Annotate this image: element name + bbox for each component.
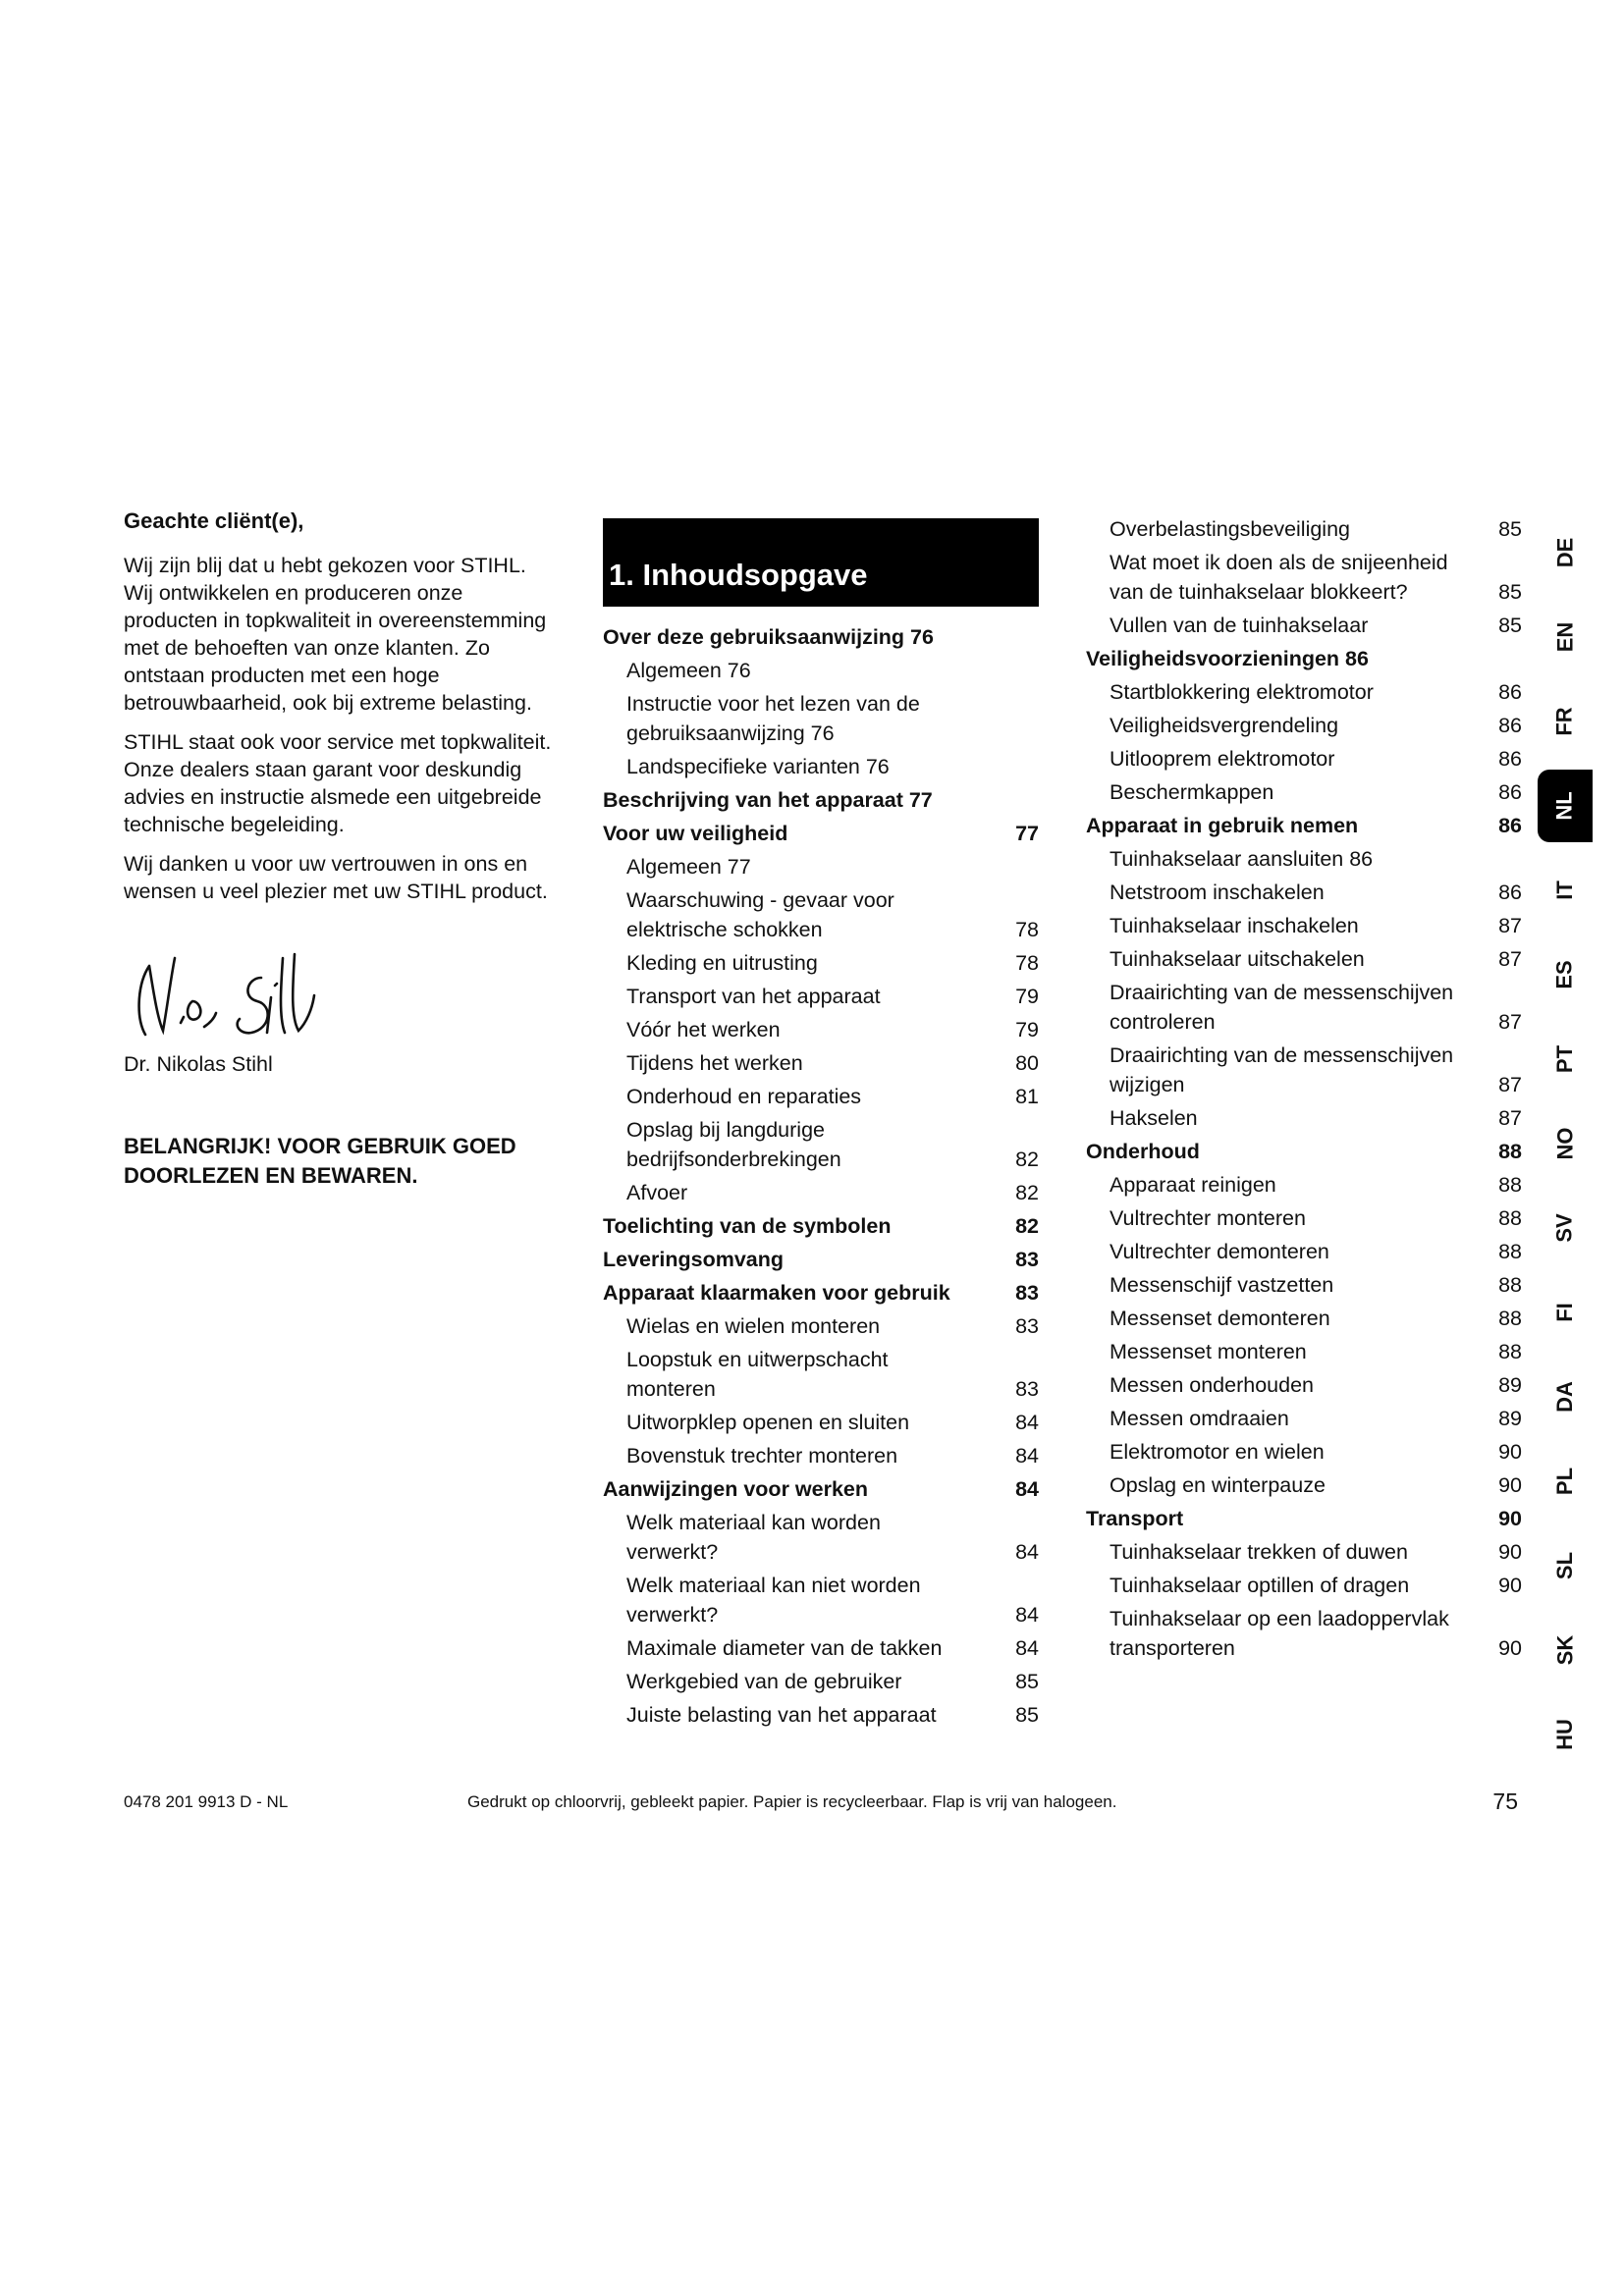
- toc-entry-page: 89: [1498, 1373, 1522, 1397]
- toc-entry-title: Juiste belasting van het apparaat: [626, 1703, 937, 1727]
- toc-entry-page: 84: [1015, 1444, 1039, 1468]
- toc-entry-page: 77: [1015, 822, 1039, 845]
- toc-entry-title: Loopstuk en uitwerpschacht monteren: [626, 1348, 889, 1401]
- toc-entry: [1086, 744, 1522, 774]
- toc-entry-title: Messenschijf vastzetten: [1110, 1273, 1334, 1297]
- toc-entry-title: Werkgebied van de gebruiker: [626, 1670, 902, 1693]
- toc-entry-title: Tuinhakselaar inschakelen: [1110, 914, 1359, 937]
- toc-entry: [1086, 1041, 1522, 1099]
- toc-title: 1. Inhoudsopgave: [609, 558, 868, 592]
- toc-entry-title: Netstroom inschakelen: [1110, 881, 1325, 904]
- language-tab-it: [1538, 854, 1593, 927]
- toc-entry-title: Over deze gebruiksaanwijzing 76: [603, 625, 934, 649]
- toc-entry-page: 82: [1015, 1181, 1039, 1204]
- toc-entry-page: 87: [1498, 1010, 1522, 1034]
- toc-entry-title: Messenset monteren: [1110, 1340, 1307, 1363]
- toc-entry: [603, 622, 1039, 652]
- toc-entry-page: 86: [1498, 747, 1522, 771]
- letter-paragraph: STIHL staat ook voor service met topkwaliteit. Onze dealers staan garant voor deskundig advies en instructie alsmede een uitgebreide technische begeleiding.: [124, 730, 552, 836]
- language-tab-label: SK: [1552, 1634, 1577, 1666]
- toc-entry: [603, 1211, 1039, 1241]
- toc-entry-title: Voor uw veiligheid: [603, 822, 788, 845]
- language-tab-label: DE: [1552, 537, 1577, 568]
- toc-entry-title: Welk materiaal kan niet worden verwerkt?: [626, 1574, 921, 1627]
- toc-entry-page: 90: [1498, 1440, 1522, 1464]
- language-tab-label: NO: [1552, 1127, 1577, 1160]
- toc-entry-page: 89: [1498, 1407, 1522, 1430]
- language-tab-label: ES: [1551, 960, 1577, 989]
- language-tab-nl: [1538, 770, 1593, 842]
- toc-entry: [1086, 777, 1522, 807]
- toc-entry-title: Tijdens het werken: [626, 1051, 803, 1075]
- letter-greeting: Geachte cliënt(e),: [124, 508, 304, 533]
- toc-entry-title: Messen omdraaien: [1110, 1407, 1289, 1430]
- toc-entry-page: 84: [1015, 1603, 1039, 1627]
- toc-entry-title: Uitworpklep openen en sluiten: [626, 1411, 910, 1434]
- toc-entry-page: 90: [1498, 1574, 1522, 1597]
- toc-entry-page: 87: [1498, 914, 1522, 937]
- toc-column-2: [1086, 514, 1522, 1667]
- toc-entry: [603, 982, 1039, 1011]
- toc-entry-title: Kleding en uitrusting: [626, 951, 818, 975]
- language-tab-label: FR: [1551, 707, 1577, 736]
- toc-entry: [603, 1278, 1039, 1308]
- toc-entry: [1086, 1437, 1522, 1467]
- toc-entry-title: Vultrechter demonteren: [1110, 1240, 1329, 1263]
- toc-entry: [603, 1245, 1039, 1274]
- toc-entry-title: Tuinhakselaar trekken of duwen: [1110, 1540, 1408, 1564]
- toc-entry: [603, 852, 1039, 881]
- toc-entry-page: 80: [1015, 1051, 1039, 1075]
- toc-entry-page: 86: [1498, 680, 1522, 704]
- toc-entry: [1086, 1537, 1522, 1567]
- toc-entry-page: 88: [1498, 1140, 1522, 1163]
- toc-entry: [603, 948, 1039, 978]
- toc-entry-title: Veiligheidsvergrendeling: [1110, 714, 1339, 737]
- toc-entry-page: 84: [1015, 1477, 1039, 1501]
- page-number: 75: [1492, 1789, 1518, 1814]
- toc-entry: [603, 1441, 1039, 1470]
- toc-entry: [1086, 1237, 1522, 1266]
- language-tabs: [1538, 510, 1593, 1777]
- toc-entry: [603, 1667, 1039, 1696]
- toc-entry-page: 84: [1015, 1540, 1039, 1564]
- toc-entry-title: Veiligheidsvoorzieningen 86: [1086, 647, 1369, 670]
- toc-list-1: [603, 622, 1039, 1730]
- toc-entry-title: Transport: [1086, 1507, 1184, 1530]
- toc-entry-title: Beschrijving van het apparaat 77: [603, 788, 933, 812]
- toc-entry-title: Maximale diameter van de takken: [626, 1636, 943, 1660]
- toc-entry: [1086, 548, 1522, 607]
- welcome-letter: [124, 508, 556, 1191]
- paper-note: Gedrukt op chloorvrij, gebleekt papier. Papier is recycleerbaar. Flap is vrij van halogeen.: [467, 1792, 1117, 1811]
- toc-entry-page: 87: [1498, 1073, 1522, 1096]
- letter-paragraph: Wij zijn blij dat u hebt gekozen voor STIHL. Wij ontwikkelen en produceren onze producten in topkwaliteit in overeenstemming met de behoeften van onze klanten. Zo ontstaan producten met een hoge betrouwbaarheid, ook bij extreme belasting.: [124, 554, 547, 715]
- language-tab-es: [1538, 938, 1593, 1011]
- toc-entry: [603, 1178, 1039, 1207]
- toc-entry-title: Draairichting van de messenschijven wijzigen: [1110, 1043, 1454, 1096]
- toc-entry: [1086, 1404, 1522, 1433]
- toc-entry: [603, 1571, 1039, 1629]
- toc-entry: [603, 1048, 1039, 1078]
- language-tab-sv: [1538, 1192, 1593, 1264]
- toc-entry-title: Opslag en winterpauze: [1110, 1473, 1326, 1497]
- toc-entry-title: Apparaat klaarmaken voor gebruik: [603, 1281, 950, 1305]
- toc-entry-title: Messen onderhouden: [1110, 1373, 1314, 1397]
- language-tab-no: [1538, 1107, 1593, 1180]
- toc-entry: [1086, 978, 1522, 1037]
- toc-entry: [603, 819, 1039, 848]
- toc-entry: [603, 1700, 1039, 1730]
- toc-entry-page: 90: [1498, 1507, 1522, 1530]
- language-tab-label: IT: [1552, 881, 1577, 900]
- toc-entry-page: 79: [1015, 1018, 1039, 1041]
- toc-entry: [1086, 1504, 1522, 1533]
- language-tab-label: PL: [1552, 1467, 1577, 1496]
- toc-entry-page: 78: [1015, 951, 1039, 975]
- toc-entry-title: Onderhoud: [1086, 1140, 1200, 1163]
- toc-entry-title: Messenset demonteren: [1110, 1307, 1330, 1330]
- language-tab-label: SL: [1552, 1551, 1577, 1580]
- toc-entry: [603, 1474, 1039, 1504]
- toc-column-1: [603, 518, 1039, 1734]
- toc-entry: [1086, 1571, 1522, 1600]
- language-tab-pt: [1538, 1023, 1593, 1095]
- toc-entry-page: 86: [1498, 814, 1522, 837]
- toc-entry-title: Tuinhakselaar optillen of dragen: [1110, 1574, 1410, 1597]
- toc-entry: [603, 1115, 1039, 1174]
- toc-entry: [603, 885, 1039, 944]
- toc-entry-page: 85: [1498, 614, 1522, 637]
- language-tab-fi: [1538, 1276, 1593, 1349]
- toc-entry: [1086, 1470, 1522, 1500]
- toc-entry: [1086, 878, 1522, 907]
- toc-entry-page: 88: [1498, 1273, 1522, 1297]
- toc-entry: [1086, 1203, 1522, 1233]
- important-notice: BELANGRIJK! VOOR GEBRUIK GOED DOORLEZEN EN BEWAREN.: [124, 1134, 516, 1188]
- toc-entry-title: Algemeen 77: [626, 855, 751, 879]
- toc-entry: [603, 1508, 1039, 1567]
- language-tab-pl: [1538, 1445, 1593, 1518]
- toc-entry-title: Wat moet ik doen als de snijeenheid van de tuinhakselaar blokkeert?: [1110, 551, 1448, 604]
- language-tab-hu: [1538, 1698, 1593, 1771]
- toc-entry-page: 87: [1498, 947, 1522, 971]
- toc-entry-page: 88: [1498, 1340, 1522, 1363]
- toc-entry-title: Vóór het werken: [626, 1018, 781, 1041]
- toc-entry-page: 86: [1498, 714, 1522, 737]
- toc-entry: [603, 656, 1039, 685]
- toc-entry: [603, 1015, 1039, 1044]
- toc-entry-page: 87: [1498, 1106, 1522, 1130]
- toc-entry: [1086, 1270, 1522, 1300]
- toc-entry-title: Onderhoud en reparaties: [626, 1085, 862, 1108]
- toc-entry: [1086, 1370, 1522, 1400]
- toc-entry-page: 84: [1015, 1636, 1039, 1660]
- language-tab-label: HU: [1552, 1719, 1577, 1750]
- toc-entry-title: Apparaat reinigen: [1110, 1173, 1276, 1197]
- language-tab-da: [1538, 1361, 1593, 1433]
- toc-entry-page: 83: [1015, 1248, 1039, 1271]
- toc-entry-page: 81: [1015, 1085, 1039, 1108]
- toc-entry-page: 90: [1498, 1473, 1522, 1497]
- language-tab-de: [1538, 516, 1593, 589]
- toc-entry-page: 88: [1498, 1240, 1522, 1263]
- toc-entry-title: Vultrechter monteren: [1110, 1206, 1306, 1230]
- toc-entry-title: Afvoer: [626, 1181, 688, 1204]
- toc-entry-page: 82: [1015, 1148, 1039, 1171]
- letter-paragraph: Wij danken u voor uw vertrouwen in ons en wensen u veel plezier met uw STIHL product.: [124, 852, 548, 903]
- language-tab-label: DA: [1552, 1381, 1577, 1413]
- toc-entry-page: 85: [1498, 580, 1522, 604]
- toc-entry-title: Tuinhakselaar op een laadoppervlak transporteren: [1110, 1607, 1449, 1660]
- toc-entry-page: 83: [1015, 1314, 1039, 1338]
- toc-entry-title: Tuinhakselaar uitschakelen: [1110, 947, 1365, 971]
- toc-entry-title: Uitlooprem elektromotor: [1110, 747, 1335, 771]
- toc-entry-page: 85: [1015, 1670, 1039, 1693]
- toc-entry: [603, 1311, 1039, 1341]
- toc-entry-title: Aanwijzingen voor werken: [603, 1477, 868, 1501]
- toc-entry-title: Instructie voor het lezen van de gebruiksaanwijzing 76: [626, 692, 920, 745]
- toc-entry: [603, 689, 1039, 748]
- toc-entry-title: Waarschuwing - gevaar voor elektrische schokken: [626, 888, 894, 941]
- toc-entry-title: Wielas en wielen monteren: [626, 1314, 881, 1338]
- document-code: 0478 201 9913 D - NL: [124, 1792, 289, 1811]
- toc-entry-page: 79: [1015, 985, 1039, 1008]
- toc-entry: [1086, 1170, 1522, 1200]
- language-tab-label: PT: [1552, 1044, 1577, 1074]
- toc-entry: [603, 1082, 1039, 1111]
- toc-entry-page: 83: [1015, 1377, 1039, 1401]
- toc-entry-title: Startblokkering elektromotor: [1110, 680, 1374, 704]
- toc-entry-title: Opslag bij langdurige bedrijfsonderbrekingen: [626, 1118, 841, 1171]
- toc-entry: [603, 1408, 1039, 1437]
- toc-entry: [603, 785, 1039, 815]
- language-tab-fr: [1538, 685, 1593, 758]
- language-tab-label: EN: [1552, 621, 1577, 653]
- toc-entry-title: Draairichting van de messenschijven controleren: [1110, 981, 1454, 1034]
- toc-entry-title: Tuinhakselaar aansluiten 86: [1110, 847, 1374, 871]
- toc-entry: [603, 1345, 1039, 1404]
- toc-entry-page: 86: [1498, 881, 1522, 904]
- signer-name: Dr. Nikolas Stihl: [124, 1052, 273, 1076]
- toc-entry: [1086, 1604, 1522, 1663]
- page-footer: [124, 1789, 1518, 1818]
- toc-entry: [1086, 944, 1522, 974]
- toc-entry-page: 82: [1015, 1214, 1039, 1238]
- signature-image: [124, 938, 359, 1046]
- toc-title-banner: [603, 518, 1039, 607]
- toc-entry-title: Bovenstuk trechter monteren: [626, 1444, 898, 1468]
- toc-entry: [1086, 1304, 1522, 1333]
- toc-entry: [1086, 677, 1522, 707]
- toc-entry-page: 85: [1015, 1703, 1039, 1727]
- toc-entry: [603, 1633, 1039, 1663]
- toc-entry-page: 88: [1498, 1307, 1522, 1330]
- toc-entry-title: Hakselen: [1110, 1106, 1198, 1130]
- toc-entry-page: 78: [1015, 918, 1039, 941]
- toc-entry: [1086, 611, 1522, 640]
- toc-entry-page: 88: [1498, 1206, 1522, 1230]
- toc-entry-page: 85: [1498, 517, 1522, 541]
- toc-entry-title: Transport van het apparaat: [626, 985, 881, 1008]
- toc-entry: [1086, 514, 1522, 544]
- toc-entry-page: 90: [1498, 1636, 1522, 1660]
- language-tab-label: NL: [1551, 791, 1577, 821]
- language-tab-label: SV: [1551, 1213, 1577, 1243]
- toc-entry: [1086, 811, 1522, 840]
- toc-entry: [1086, 844, 1522, 874]
- toc-entry-title: Overbelastingsbeveiliging: [1110, 517, 1351, 541]
- toc-entry: [1086, 711, 1522, 740]
- toc-entry: [1086, 911, 1522, 940]
- toc-entry: [1086, 644, 1522, 673]
- toc-entry: [1086, 1103, 1522, 1133]
- toc-entry-page: 88: [1498, 1173, 1522, 1197]
- language-tab-label: FI: [1552, 1303, 1577, 1322]
- toc-entry-title: Beschermkappen: [1110, 780, 1274, 804]
- language-tab-sl: [1538, 1529, 1593, 1602]
- language-tab-en: [1538, 601, 1593, 673]
- toc-entry-page: 84: [1015, 1411, 1039, 1434]
- language-tab-sk: [1538, 1614, 1593, 1686]
- toc-entry: [1086, 1337, 1522, 1366]
- toc-entry-page: 90: [1498, 1540, 1522, 1564]
- toc-entry-title: Elektromotor en wielen: [1110, 1440, 1325, 1464]
- toc-entry: [1086, 1137, 1522, 1166]
- toc-entry-title: Welk materiaal kan worden verwerkt?: [626, 1511, 881, 1564]
- toc-entry: [603, 752, 1039, 781]
- toc-entry-title: Landspecifieke varianten 76: [626, 755, 890, 778]
- toc-entry-title: Algemeen 76: [626, 659, 751, 682]
- toc-entry-title: Toelichting van de symbolen: [603, 1214, 892, 1238]
- toc-entry-page: 83: [1015, 1281, 1039, 1305]
- toc-entry-title: Apparaat in gebruik nemen: [1086, 814, 1359, 837]
- toc-list-2: [1086, 514, 1522, 1663]
- toc-entry-title: Leveringsomvang: [603, 1248, 784, 1271]
- toc-entry-title: Vullen van de tuinhakselaar: [1110, 614, 1369, 637]
- toc-entry-page: 86: [1498, 780, 1522, 804]
